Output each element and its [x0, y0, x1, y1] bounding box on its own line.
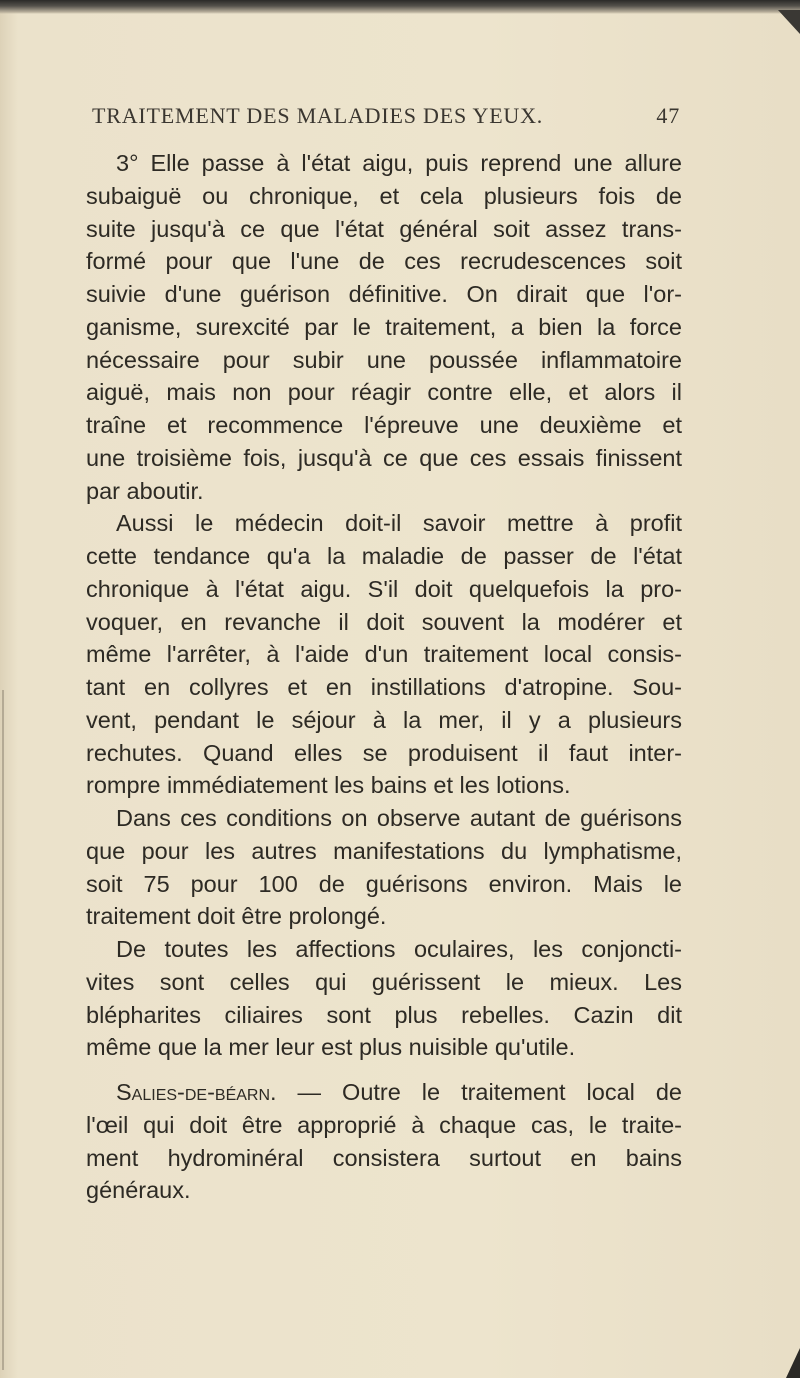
text-line: l'œil qui doit être approprié à chaque cas, le traite-	[86, 1111, 682, 1138]
text-line: ganisme, surexcité par le traitement, a bien la force	[86, 313, 682, 340]
text-line: généraux.	[86, 1177, 191, 1204]
text-line: De toutes les affections oculaires, les conjoncti-	[116, 936, 682, 962]
text-line: Dans ces conditions on observe autant de guérisons	[116, 805, 682, 831]
text-line: traîne et recommence l'épreuve une deuxième et	[86, 412, 682, 438]
text-line: tant en collyres et en instillations d'atropine. Sou-	[86, 674, 682, 700]
text-line: ment hydrominéral consistera surtout en bains	[86, 1144, 682, 1171]
text-line: rompre immédiatement les bains et les lotions.	[86, 772, 571, 799]
text-line: une troisième fois, jusqu'à ce que ces essais finissent	[86, 444, 682, 471]
text-line: même que la mer leur est plus nuisible qu'utile.	[86, 1034, 576, 1061]
paragraph	[86, 147, 682, 507]
paragraph	[86, 933, 682, 1064]
text-line: vites sont celles qui guérissent le mieux. Les	[86, 968, 682, 995]
text-line: 3° Elle passe à l'état aigu, puis reprend une allure	[116, 150, 682, 176]
section-gap	[86, 1064, 682, 1076]
page-corner-top	[778, 10, 800, 34]
text-line: formé pour que l'une de ces recrudescences soit	[86, 248, 682, 275]
text-line: soit 75 pour 100 de guérisons environ. Mais le	[86, 870, 682, 897]
section-heading: Salies-de-béarn.	[116, 1079, 277, 1105]
text-line: par aboutir.	[86, 477, 204, 504]
text-line: suivie d'une guérison définitive. On dirait que l'or-	[86, 281, 682, 307]
text-line: aiguë, mais non pour réagir contre elle, et alors il	[86, 379, 682, 406]
text-line: même l'arrêter, à l'aide d'un traitement local consis-	[86, 641, 682, 668]
text-line: suite jusqu'à ce que l'état général soit assez trans-	[86, 215, 682, 242]
running-head-title: TRAITEMENT DES MALADIES DES YEUX.	[92, 103, 544, 128]
binding-shadow	[2, 690, 4, 1370]
running-head	[92, 103, 680, 135]
text-line: blépharites ciliaires sont plus rebelles. Cazin dit	[86, 1001, 682, 1028]
text-line: rechutes. Quand elles se produisent il faut inter-	[86, 739, 682, 766]
text-line: que pour les autres manifestations du lymphatisme,	[86, 837, 682, 864]
text-line: voquer, en revanche il doit souvent la modérer et	[86, 608, 682, 635]
text-line: subaiguë ou chronique, et cela plusieurs fois de	[86, 182, 682, 209]
paragraph	[86, 507, 682, 802]
body-text	[86, 147, 682, 1207]
text-line: traitement doit être prolongé.	[86, 903, 387, 930]
page-corner-bottom	[786, 1348, 800, 1378]
page-top-edge	[0, 0, 800, 14]
page-number: 47	[656, 103, 680, 128]
text-line: nécessaire pour subir une poussée inflammatoire	[86, 346, 682, 373]
text-line: vent, pendant le séjour à la mer, il y a plusieurs	[86, 706, 682, 733]
text-line: Aussi le médecin doit-il savoir mettre à profit	[116, 510, 682, 537]
text-line: cette tendance qu'a la maladie de passer de l'état	[86, 543, 682, 569]
paragraph	[86, 1076, 682, 1207]
text-line: chronique à l'état aigu. S'il doit quelquefois la pro-	[86, 575, 682, 602]
section-heading-line	[86, 1076, 682, 1109]
paragraph	[86, 802, 682, 933]
heading-continuation: — Outre le traitement local de	[276, 1079, 682, 1105]
